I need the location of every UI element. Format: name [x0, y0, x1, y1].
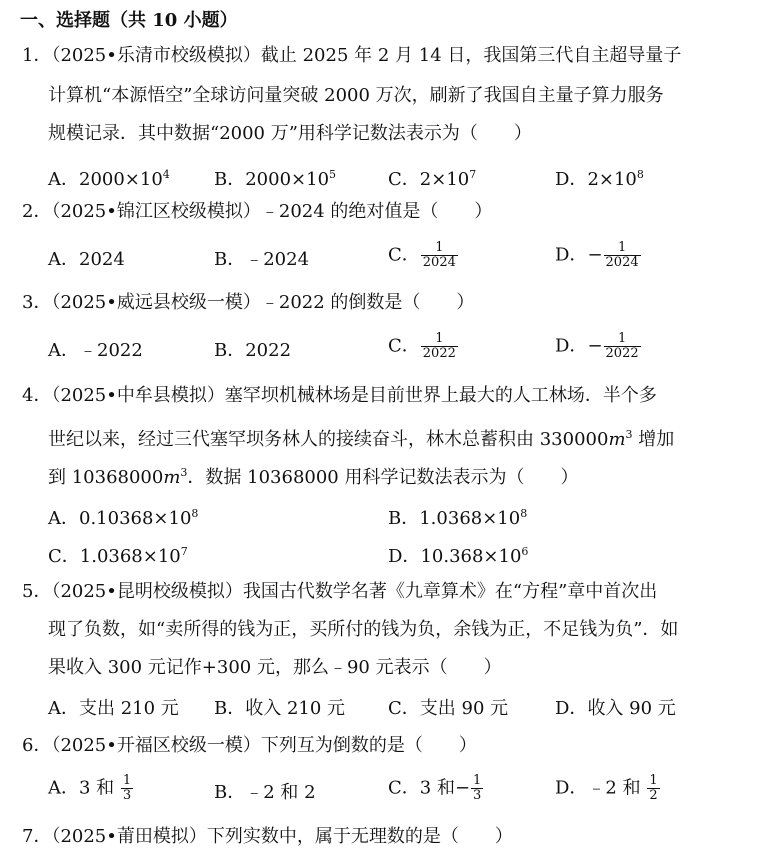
q7-line: 7．（2025•莆田模拟）下列实数中，属于无理数的是（ ） — [22, 826, 513, 847]
q2-option-b[interactable] — [214, 248, 309, 272]
fraction — [421, 332, 458, 361]
q5-option-d[interactable] — [555, 697, 676, 721]
q6-option-d[interactable] — [555, 774, 661, 803]
q5-line-3: 果收入 300 元记作+300 元，那么﹣90 元表示（ ） — [48, 657, 502, 678]
q2-line: 2．（2025•锦江区校级模拟）﹣2024 的绝对值是（ ） — [22, 201, 493, 222]
option-value: ﹣2024 — [245, 249, 310, 270]
q2-option-c[interactable] — [388, 241, 459, 270]
option-label: D． — [555, 335, 588, 357]
q4-option-a[interactable] — [48, 502, 198, 531]
fraction — [647, 774, 659, 803]
exponent: 6 — [521, 545, 529, 558]
option-label: B． — [214, 340, 246, 361]
q6-option-b[interactable] — [214, 781, 316, 805]
numerator: 1 — [617, 240, 627, 255]
option-label: B． — [214, 698, 246, 719]
option-label: A． — [48, 340, 79, 361]
option-value: 2024 — [79, 249, 125, 270]
option-label: B． — [214, 169, 246, 190]
q4-line-2 — [48, 423, 674, 452]
q3-option-c[interactable] — [388, 332, 459, 361]
option-value: 2000×10 — [79, 169, 163, 190]
q3-option-a[interactable] — [48, 339, 143, 363]
numerator: 1 — [617, 331, 627, 346]
q1-line-3: 规模记录．其中数据“2000 万”用科学记数法表示为（ ） — [48, 123, 532, 144]
q4-line-3 — [48, 461, 578, 490]
exponent: 4 — [162, 168, 170, 181]
option-value: 2×10 — [587, 169, 637, 190]
q4-text: 世纪以来，经过三代塞罕坝务林人的接续奋斗，林木总蓄积由 330000 — [48, 429, 609, 450]
q6-line: 6．（2025•开福区校级一模）下列互为倒数的是（ ） — [22, 735, 477, 756]
denominator: 2024 — [605, 255, 639, 270]
q1-option-d[interactable] — [555, 163, 644, 192]
option-label: A． — [48, 777, 79, 799]
numerator: 1 — [649, 773, 658, 788]
option-value: ﹣2 和 2 — [245, 782, 316, 803]
q4-option-b[interactable] — [388, 502, 527, 531]
q5-option-a[interactable] — [48, 697, 179, 721]
option-value: 3 和− — [419, 777, 471, 799]
option-value: 3 和 — [79, 777, 120, 799]
q1-option-a[interactable] — [48, 163, 170, 192]
numerator: 1 — [435, 240, 444, 255]
fraction — [604, 241, 641, 270]
q3-option-b[interactable] — [214, 339, 291, 363]
option-label: B． — [388, 508, 420, 529]
option-value: 2022 — [245, 340, 292, 361]
option-label: D． — [555, 244, 588, 266]
option-value: 1.0368×10 — [419, 508, 521, 529]
option-value: 支出 90 元 — [419, 698, 509, 719]
option-label: A． — [48, 508, 79, 529]
q5-option-b[interactable] — [214, 697, 345, 721]
exponent: 5 — [329, 168, 337, 181]
fraction — [604, 332, 641, 361]
q4-option-c[interactable] — [48, 540, 188, 569]
q4-line-1: 4．（2025•中牟县模拟）塞罕坝机械林场是目前世界上最大的人工林场．半个多 — [22, 385, 657, 406]
option-label: B． — [214, 249, 246, 270]
exponent: 7 — [469, 168, 477, 181]
q4-text: ．数据 10368000 用科学记数法表示为（ ） — [187, 467, 579, 488]
option-value: ﹣2 和 — [587, 777, 647, 799]
option-label: C． — [388, 777, 420, 799]
numerator: 1 — [473, 773, 482, 788]
option-label: D． — [555, 698, 588, 719]
unit: m — [608, 429, 626, 450]
option-label: C． — [388, 169, 420, 190]
denominator: 2022 — [422, 346, 456, 361]
option-label: D． — [388, 546, 421, 567]
q3-option-d[interactable] — [555, 332, 642, 361]
q1-line-2: 计算机“本源悟空”全球访问量突破 2000 万次，刷新了我国自主量子算力服务 — [48, 85, 664, 106]
option-label: A． — [48, 249, 79, 270]
option-label: A． — [48, 169, 79, 190]
denominator: 3 — [122, 788, 132, 803]
option-value: 收入 90 元 — [587, 698, 676, 719]
exponent: 7 — [180, 545, 188, 558]
option-value: 1.0368×10 — [79, 546, 181, 567]
q6-option-a[interactable] — [48, 774, 134, 803]
option-label: D． — [555, 777, 588, 799]
exponent: 8 — [636, 168, 644, 181]
option-label: D． — [555, 169, 588, 190]
denominator: 2022 — [605, 346, 639, 361]
option-label: C． — [388, 244, 420, 266]
exponent: 8 — [191, 507, 199, 520]
q4-text: 增加 — [632, 429, 675, 450]
q5-line-1: 5．（2025•昆明校级模拟）我国古代数学名著《九章算术》在“方程”章中首次出 — [22, 581, 658, 602]
option-value: 0.10368×10 — [79, 508, 192, 529]
fraction — [421, 241, 458, 270]
option-value: 收入 210 元 — [245, 698, 346, 719]
q4-text: 到 10368000 — [48, 467, 164, 488]
denominator: 2 — [649, 788, 658, 803]
q5-line-2: 现了负数，如“卖所得的钱为正，买所付的钱为负，余钱为正，不足钱为负”．如 — [48, 619, 679, 640]
numerator: 1 — [435, 331, 444, 346]
q1-line-1: 1．（2025•乐清市校级模拟）截止 2025 年 2 月 14 日，我国第三代自主超导量子 — [22, 45, 682, 66]
q6-option-c[interactable] — [388, 774, 484, 803]
fraction — [121, 774, 133, 803]
q4-option-d[interactable] — [388, 540, 528, 569]
minus-sign: − — [587, 244, 603, 266]
option-value: 10.368×10 — [420, 546, 522, 567]
q2-option-d[interactable] — [555, 241, 642, 270]
fraction — [471, 774, 483, 803]
minus-sign: − — [587, 335, 603, 357]
option-value: ﹣2022 — [79, 340, 143, 361]
q1-option-c[interactable] — [388, 163, 476, 192]
numerator: 1 — [122, 773, 132, 788]
unit-exponent: 3 — [180, 466, 188, 479]
denominator: 3 — [473, 788, 482, 803]
option-label: C． — [388, 698, 420, 719]
q1-option-b[interactable] — [214, 163, 336, 192]
option-value: 2×10 — [419, 169, 470, 190]
q5-option-c[interactable] — [388, 697, 508, 721]
option-label: C． — [48, 546, 80, 567]
option-label: B． — [214, 782, 246, 803]
option-label: A． — [48, 698, 79, 719]
denominator: 2024 — [422, 255, 456, 270]
exponent: 8 — [520, 507, 528, 520]
option-value: 支出 210 元 — [79, 698, 179, 719]
q2-option-a[interactable] — [48, 248, 125, 272]
option-label: C． — [388, 335, 420, 357]
unit-exponent: 3 — [625, 428, 633, 441]
option-value: 2000×10 — [245, 169, 330, 190]
q3-line: 3．（2025•威远县校级一模）﹣2022 的倒数是（ ） — [22, 292, 475, 313]
section-title: 一、选择题（共 10 小题） — [20, 10, 238, 31]
unit: m — [163, 467, 181, 488]
